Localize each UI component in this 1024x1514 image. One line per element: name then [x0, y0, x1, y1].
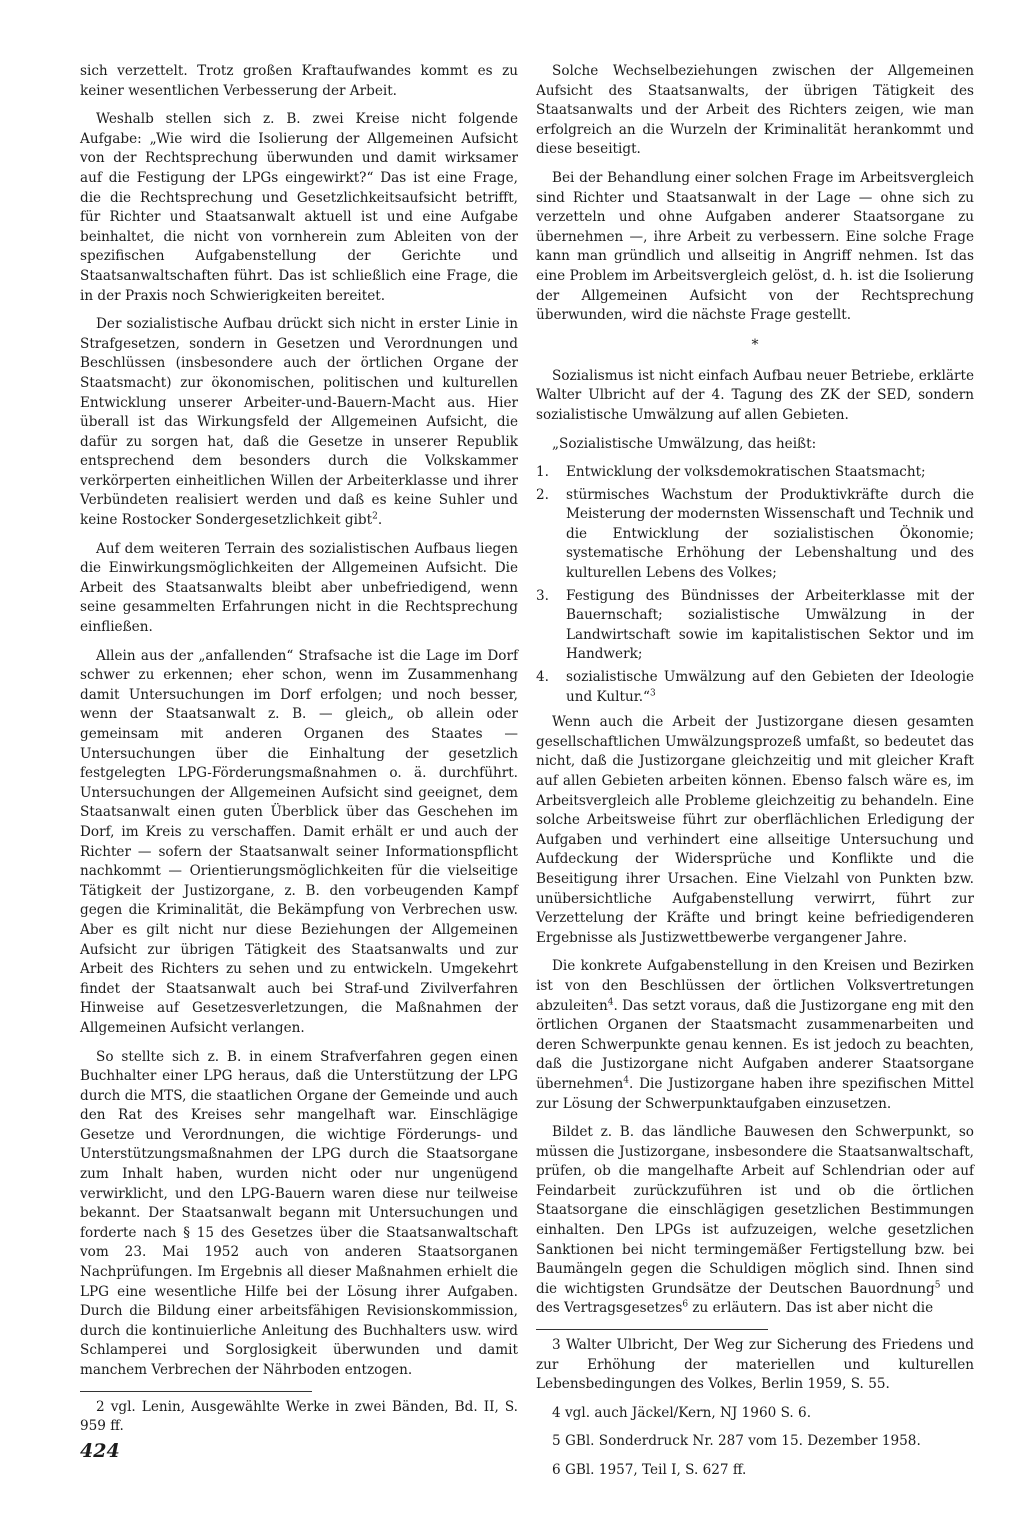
paragraph-text: . [377, 512, 383, 529]
paragraph: Bei der Behandlung einer solchen Frage im Arbeitsvergleich sind Richter und Staatsanwalt in der Lage — ohne sich zu verzetteln und ohne Aufgaben anderer Staatsorgane zu übernehmen —, ihre Arbeit zu verbessern. Eine solche Frage kann man gründlich und allseitig in Angriff nehmen. Ist das eine Problem im Arbeitsvergleich gelöst, d. h. ist die Isolierung der Allgemeinen Aufsicht von der Rechtsprechung überwunden, wird die nächste Frage gestellt. [536, 169, 974, 324]
quote-intro: „Sozialistische Umwälzung, das heißt: [552, 435, 817, 452]
numbered-list [536, 463, 974, 707]
paragraph-text: Der sozialistische Aufbau drückt sich nicht in erster Linie in Strafgesetzen, sondern in Gesetzen und Verordnungen und Beschlüssen (insbesondere auch der örtlichen Organe der Staatsmacht) zur ökonomischen, politischen und kulturellen Entwicklung unserer Arbeiter-und-Bauern-Macht aus. Hier überall ist das Wirkungsfeld der Allgemeinen Aufsicht, die dafür zu sorgen hat, daß die Gesetze in unserer Republik entsprechend dem besonders durch die Volkskammer verkörperten einheitlichen Willen der Arbeiterklasse und ihrer Verbündeten realisiert werden und daß es keine Suhler und keine Rostocker Sondergesetzlichkeit gibt [80, 316, 518, 529]
footnote: 3 Walter Ulbricht, Der Weg zur Sicherung des Friedens und zur Erhöhung der materiellen und kulturellen Lebensbedingungen des Volkes, Berlin 1959, S. 55. [536, 1337, 974, 1393]
paragraph: Auf dem weiteren Terrain des sozialistischen Aufbaus liegen die Einwirkungsmöglichkeiten der Allgemeinen Aufsicht. Die Arbeit des Staatsanwalts bleibt aber unbefriedigend, wenn seine gesammelten Erfahrungen nicht in die Rechtsprechung einfließen. [80, 540, 518, 636]
footnote: 2 vgl. Lenin, Ausgewählte Werke in zwei Bänden, Bd. II, S. 959 ff. [80, 1398, 518, 1435]
list-item: 3. Festigung des Bündnisses der Arbeiterklasse mit der Bauernschaft; sozialistische Umwälzung in der Landwirtschaft sowie im kapitalistischen Sektor und im Handwerk; [536, 587, 974, 663]
footnote: 6 GBl. 1957, Teil I, S. 627 ff. [552, 1462, 747, 1478]
list-item: 2. stürmisches Wachstum der Produktivkräfte durch die Meisterung der modernsten Wissenschaft und Technik und die Entwicklung der sozialistischen Ökonomie; systematische Erhöhung der Lebenshaltung und des kulturellen Lebens des Volkes; [536, 486, 974, 582]
paragraph: Wenn auch die Arbeit der Justizorgane diesen gesamten gesellschaftlichen Umwälzungsprozeß umfaßt, so bedeutet das nicht, daß die Justizorgane gleichzeitig und mit gleicher Kraft auf allen Gebieten arbeiten können. Ebenso falsch wäre es, im Arbeitsvergleich alle Probleme gleichzeitig zu behandeln. Eine solche Arbeitsweise führt zur oberflächlichen Erledigung der Aufgaben und verhindert eine allseitige Untersuchung und Aufdeckung der Widersprüche und Konflikte und die Beseitigung ihrer Ursachen. Eine Vielzahl von Punkten bzw. unübersichtliche Aufgabenstellung verwirrt, führt zur Verzettelung der Kräfte und bringt keine befriedigenderen Ergebnisse als Justizwettbewerbe vergangener Jahre. [536, 714, 974, 946]
footnote-ref: 5 [934, 1280, 941, 1291]
paragraph: Allein aus der „anfallenden“ Strafsache ist die Lage im Dorf schwer zu erkennen; eher schon, wenn im Zusammenhang damit Untersuchungen im Dorf erfolgen; und noch besser, wenn der Staatsanwalt z. B. — gleich„ ob allein oder gemeinsam mit anderen Organen des Staates — Untersuchungen über die Einhaltung der gesetzlich festgelegten LPG-Förderungsmaßnahmen o. ä. durchführt. Untersuchungen der Allgemeinen Aufsicht sind geeignet, dem Staatsanwalt einen guten Überblick über das Geschehen im Dorf, im Kreis zu verschaffen. Damit erhält er und auch der Richter — sofern der Staatsanwalt seiner Informationspflicht nachkommt — Orientierungsmöglichkeiten für die vielseitige Tätigkeit der Justizorgane, z. B. den vorbeugenden Kampf gegen die Kriminalität, die Bekämpfung von Verbrechen usw. Aber es gilt nicht nur diese Beziehungen der Allgemeinen Aufsicht zur übrigen Tätigkeit des Staatsanwalts und zur Arbeit des Richters zu sehen und zu entwickeln. Umgekehrt findet der Staatsanwalt auch bei Straf-und Zivilverfahren Hinweise auf Gesetzesverletzungen, die Maßnahmen der Allgemeinen Aufsicht verlangen. [80, 647, 518, 1036]
left-column [80, 62, 518, 1446]
footnote: 4 vgl. auch Jäckel/Kern, NJ 1960 S. 6. [552, 1404, 812, 1421]
list-item: 4. sozialistische Umwälzung auf den Gebieten der Ideologie und Kultur.“$^3$ [536, 669, 974, 705]
page-number: 424 [80, 1440, 120, 1462]
paragraph [80, 315, 518, 531]
list-item: 1. Entwicklung der volksdemokratischen Staatsmacht; [536, 464, 926, 481]
paragraph: Sozialismus ist nicht einfach Aufbau neuer Betriebe, erklärte Walter Ulbricht auf der 4. Tagung des ZK der SED, sondern sozialistische Umwälzung auf allen Gebieten. [536, 367, 974, 423]
paragraph: Die konkrete Aufgabenstellung in den Kreisen und Bezirken ist von den Beschlüssen der örtlichen Volksvertretungen abzuleiten$^4$. Das setzt voraus, daß die Justizorgane eng mit den örtlichen Organen der Staatsmacht zusammenarbeiten und deren Schwerpunkte genau kennen. Es ist jedoch zu beachten, daß die Justizorgane nicht Aufgaben anderer Staatsorgane übernehmen$^4$. Die Justizorgane haben ihre spezifischen Mittel zur Lösung der Schwerpunktaufgaben einzusetzen. [536, 958, 974, 1112]
section-separator: * [751, 336, 759, 353]
footnote: 5 GBl. Sonderdruck Nr. 287 vom 15. Dezember 1958. [552, 1433, 921, 1450]
paragraph: Bildet z. B. das ländliche Bauwesen den Schwerpunkt, so müssen die Justizorgane, insbesondere die Staatsanwaltschaft, prüfen, ob die mangelhafte Arbeit auf Schlendrian oder auf Feindarbeit zurückzuführen ist und ob die örtlichen Staatsorgane die einschlägigen gesetzlichen Bestimmungen einhalten. Den LPGs ist aufzuzeigen, welche gesetzlichen Sanktionen bei nicht termingemäßer Fertigstellung bzw. bei Baumängeln gegen die Schuldigen möglich sind. Ihnen sind die wichtigsten Grundsätze der Deutschen Bauordnung$^5$ und des Vertragsgesetzes$^6$ zu erläutern. Das ist aber nicht die [536, 1124, 974, 1317]
paragraph: Weshalb stellen sich z. B. zwei Kreise nicht folgende Aufgabe: „Wie wird die Isolierung der Allgemeinen Aufsicht von der Rechtsprechung überwunden und damit wirksamer auf die Festigung der LPGs eingewirkt?“ Das ist eine Frage, die die Rechtsprechung und Gesetzlichkeitsaufsicht betrifft, für Richter und Staatsanwalt aktuell ist und eine Aufgabe beinhaltet, die nicht von vornherein zum Ableiten von der spezifischen Aufgabenstellung der Gerichte und Staatsanwaltschaften führt. Das ist schließlich eine Frage, die in der Praxis noch Schwierigkeiten bereitet. [80, 111, 518, 304]
footnote-ref: 6 [682, 1299, 689, 1310]
right-column [536, 62, 974, 1490]
paragraph: So stellte sich z. B. in einem Strafverfahren gegen einen Buchhalter einer LPG heraus, daß die Unterstützung der LPG durch die MTS, die staatlichen Organe der Gemeinde und auch den Rat des Kreises sehr mangelhaft war. Einschlägige Gesetze und Verordnungen, die wichtige Förderungs- und Unterstützungsmaßnahmen der LPG durch die Staatsorgane zum Inhalt haben, wurden nicht oder nur ungenügend verwirklicht, und den LPG-Bauern waren diese nur teilweise bekannt. Der Staatsanwalt begann mit Untersuchungen und forderte nach § 15 des Gesetzes über die Staatsanwaltschaft vom 23. Mai 1952 auch von anderen Staatsorganen Nachprüfungen. Im Ergebnis all dieser Maßnahmen erhielt die LPG eine wesentliche Hilfe bei der Lösung ihrer Aufgaben. Durch die Bildung einer arbeitsfähigen Revisionskommission, durch die kontinuierliche Anleitung des Buchhalters usw. wird Schlamperei und Sorglosigkeit überwunden und damit manchem Verbrechen der Nährboden entzogen. [80, 1048, 518, 1378]
footnote-ref: 2 [372, 511, 378, 522]
paragraph: sich verzettelt. Trotz großen Kraftaufwandes kommt es zu keiner wesentlichen Verbesserung der Arbeit. [80, 63, 518, 99]
paragraph: Solche Wechselbeziehungen zwischen der Allgemeinen Aufsicht des Staatsanwalts, der übrigen Tätigkeit des Staatsanwalts und der Arbeit des Richters zeigen, wie man erfolgreich an die Wurzeln der Kriminalität herankommt und diese beseitigt. [536, 63, 974, 158]
footnote-ref: 4 [623, 1075, 629, 1086]
footnote-ref: 3 [650, 688, 656, 699]
footnotes-right [536, 1329, 974, 1481]
footnote-ref: 4 [607, 997, 614, 1007]
footnotes-left [80, 1391, 518, 1437]
